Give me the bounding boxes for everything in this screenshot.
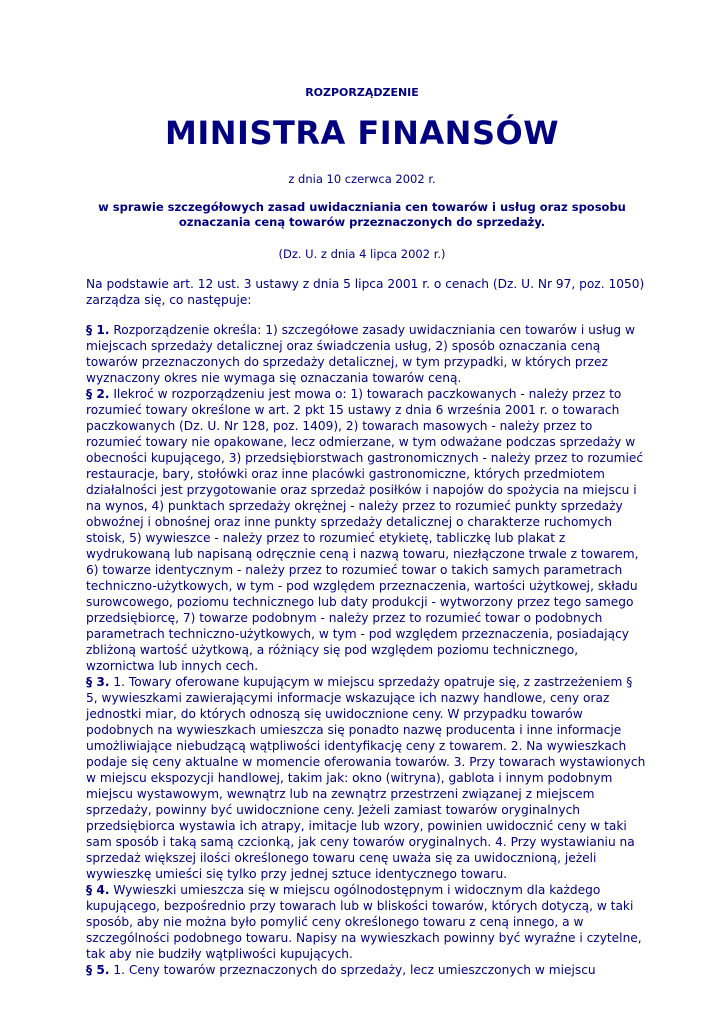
section-2 xyxy=(86,386,646,674)
document-title: MINISTRA FINANSÓW xyxy=(165,114,559,152)
document-date: z dnia 10 czerwca 2002 r. xyxy=(288,172,436,186)
section-text: 1. Towary oferowane kupującym w miejscu sprzedaży opatruje się, z zastrzeżeniem § 5, wywieszkami zawierającymi informacje wskazujące ich nazwy handlowe, ceny oraz jednostki miar, do których odnoszą się uwidocznione ceny. W przypadku towarów podobnych na wywieszkach umieszcza się ponadto nazwę producenta i inne informacje umożliwiające niebudzącą wątpliwości identyfikację ceny z towarem. 2. Na wywieszkach podaje się ceny aktualne w momencie oferowania towarów. 3. Przy towarach wystawionych w miejscu ekspozycji handlowej, takim jak: okno (witryna), gablota i innym podobnym miejscu wystawowym, wewnątrz lub na zewnątrz przestrzeni związanej z miejscem sprzedaży, powinny być uwidocznione ceny. Jeżeli zamiast towarów oryginalnych przedsiębiorca wystawia ich atrapy, imitacje lub wzory, powinien uwidocznić ceny w taki sam sposób i taką samą czcionką, jak ceny towarów oryginalnych. 4. Przy wystawianiu na sprzedaż większej ilości określonego towaru cenę uważa się za uwidocznioną, jeżeli wywieszkę umieści się tylko przy jednej sztuce identycznego towaru. xyxy=(86,675,646,881)
section-3 xyxy=(86,674,646,882)
document-subject: w sprawie szczegółowych zasad uwidaczniania cen towarów i usług oraz sposobu oznaczania ceną towarów przeznaczonych do sprzedaży. xyxy=(98,200,626,229)
document-body xyxy=(86,322,646,978)
section-4 xyxy=(86,882,646,962)
section-text: Rozporządzenie określa: 1) szczegółowe zasady uwidaczniania cen towarów i usług w miejscach sprzedaży detalicznej oraz świadczenia usług, 2) sposób oznaczania ceną towarów przeznaczonych do sprzedaży detalicznej, w tym przypadki, w których przez wyznaczony okres nie wymaga się oznaczania towarów ceną. xyxy=(86,323,635,385)
section-text: 1. Ceny towarów przeznaczonych do sprzedaży, lecz umieszczonych w miejscu xyxy=(109,963,596,977)
section-mark: § 4. xyxy=(86,883,110,897)
section-mark: § 2. xyxy=(86,387,110,401)
section-5 xyxy=(86,962,646,978)
document-heading: ROZPORZĄDZENIE xyxy=(305,86,419,99)
section-1 xyxy=(86,322,646,386)
section-mark: § 5. xyxy=(86,963,110,977)
section-text: Wywieszki umieszcza się w miejscu ogólnodostępnym i widocznym dla każdego kupującego, bezpośrednio przy towarach lub w bliskości towarów, których dotyczą, w taki sposób, aby nie można było pomylić ceny określonego towaru z ceną innego, a w szczególności podobnego towaru. Napisy na wywieszkach powinny być wyraźne i czytelne, tak aby nie budziły wątpliwości kupujących. xyxy=(86,883,642,961)
section-mark: § 3. xyxy=(86,675,110,689)
document-source: (Dz. U. z dnia 4 lipca 2002 r.) xyxy=(278,247,446,261)
document-intro: Na podstawie art. 12 ust. 3 ustawy z dnia 5 lipca 2001 r. o cenach (Dz. U. Nr 97, poz. 1050) zarządza się, co następuje: xyxy=(86,277,645,307)
section-mark: § 1. xyxy=(86,323,110,337)
section-text: Ilekroć w rozporządzeniu jest mowa o: 1) towarach paczkowanych - należy przez to rozumieć towary określone w art. 2 pkt 15 ustawy z dnia 6 września 2001 r. o towarach paczkowanych (Dz. U. Nr 128, poz. 1409), 2) towarach masowych - należy przez to rozumieć towary nie opakowane, lecz odmierzane, w tym odważane podczas sprzedaży w obecności kupującego, 3) przedsiębiorstwach gastronomicznych - należy przez to rozumieć restauracje, bary, stołówki oraz inne placówki gastronomiczne, których przedmiotem działalności jest przygotowanie oraz sprzedaż posiłków i napojów do spożycia na miejscu i na wynos, 4) punktach sprzedaży okrężnej - należy przez to rozumieć punkty sprzedaży obwoźnej i obnośnej oraz inne punkty sprzedaży detalicznej o charakterze ruchomych stoisk, 5) wywieszce - należy przez to rozumieć etykietę, tabliczkę lub plakat z wydrukowaną lub napisaną odręcznie ceną i nazwą towaru, niezłączone trwale z towarem, 6) towarze identycznym - należy przez to rozumieć towar o takich samych parametrach techniczno-użytkowych, w tym - pod względem przeznaczenia, wartości użytkowej, składu surowcowego, poziomu technicznego lub daty produkcji - wytworzony przez tego samego przedsiębiorcę, 7) towarze podobnym - należy przez to rozumieć towar o podobnych parametrach techniczno-użytkowych, w tym - pod względem przeznaczenia, posiadający zbliżoną wartość użytkową, a różniący się pod względem poziomu technicznego, wzornictwa lub innych cech. xyxy=(86,387,644,673)
